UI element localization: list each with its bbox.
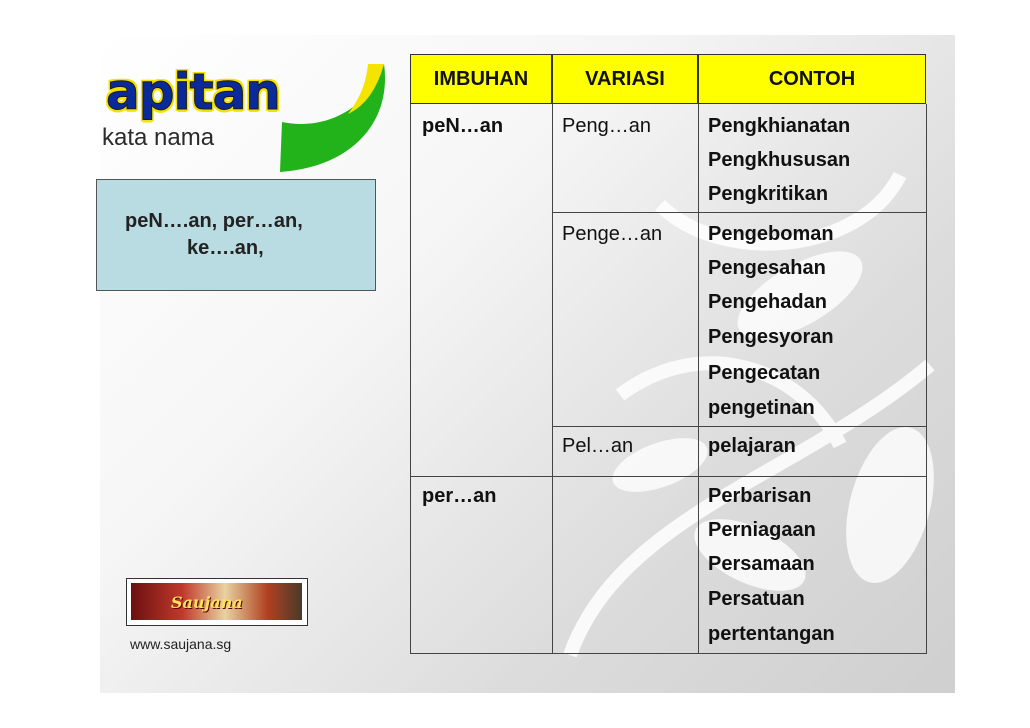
affix-summary-line-2: ke….an, <box>187 237 264 259</box>
affix-summary-box <box>96 179 376 291</box>
logo <box>102 62 392 172</box>
header-contoh: CONTOH <box>698 54 926 104</box>
contoh-item: Pengesahan <box>708 257 826 279</box>
contoh-item: Pengehadan <box>708 291 827 313</box>
banner-image <box>131 583 302 620</box>
contoh-item: pertentangan <box>708 623 835 645</box>
table-border-left <box>410 104 411 653</box>
variasi-peng-an: Peng…an <box>562 115 651 137</box>
row-separator-3 <box>410 476 927 477</box>
logo-text: apitan <box>106 63 280 121</box>
contoh-item: Pengkhianatan <box>708 115 851 137</box>
banner-title: Saujana <box>171 593 243 612</box>
contoh-item: Perbarisan <box>708 485 812 507</box>
subtitle: kata nama <box>102 124 215 151</box>
table-divider-1 <box>552 104 553 653</box>
variasi-pel-an: Pel…an <box>562 435 634 457</box>
table-divider-2 <box>698 104 699 653</box>
table-border-right <box>926 104 927 653</box>
affix-summary-line-1: peN….an, per…an, <box>125 210 303 232</box>
contoh-item: Persatuan <box>708 588 805 610</box>
contoh-item: pengetinan <box>708 397 815 419</box>
header-imbuhan: IMBUHAN <box>410 54 552 104</box>
imbuhan-pen-an: peN…an <box>422 115 504 137</box>
table-border-bottom <box>410 653 927 654</box>
imbuhan-per-an: per…an <box>422 485 497 507</box>
saujana-banner[interactable] <box>126 578 308 626</box>
contoh-item: Pengeboman <box>708 223 834 245</box>
contoh-item: Pengecatan <box>708 362 821 384</box>
site-url[interactable]: www.saujana.sg <box>130 636 232 652</box>
row-separator-2 <box>552 426 927 427</box>
contoh-item: Pengesyoran <box>708 326 834 348</box>
contoh-item: Perniagaan <box>708 519 816 541</box>
contoh-item: pelajaran <box>708 435 796 457</box>
contoh-item: Pengkritikan <box>708 183 829 205</box>
contoh-item: Pengkhususan <box>708 149 851 171</box>
contoh-item: Persamaan <box>708 553 815 575</box>
header-variasi: VARIASI <box>552 54 698 104</box>
row-separator-1 <box>552 212 927 213</box>
variasi-penge-an: Penge…an <box>562 223 663 245</box>
